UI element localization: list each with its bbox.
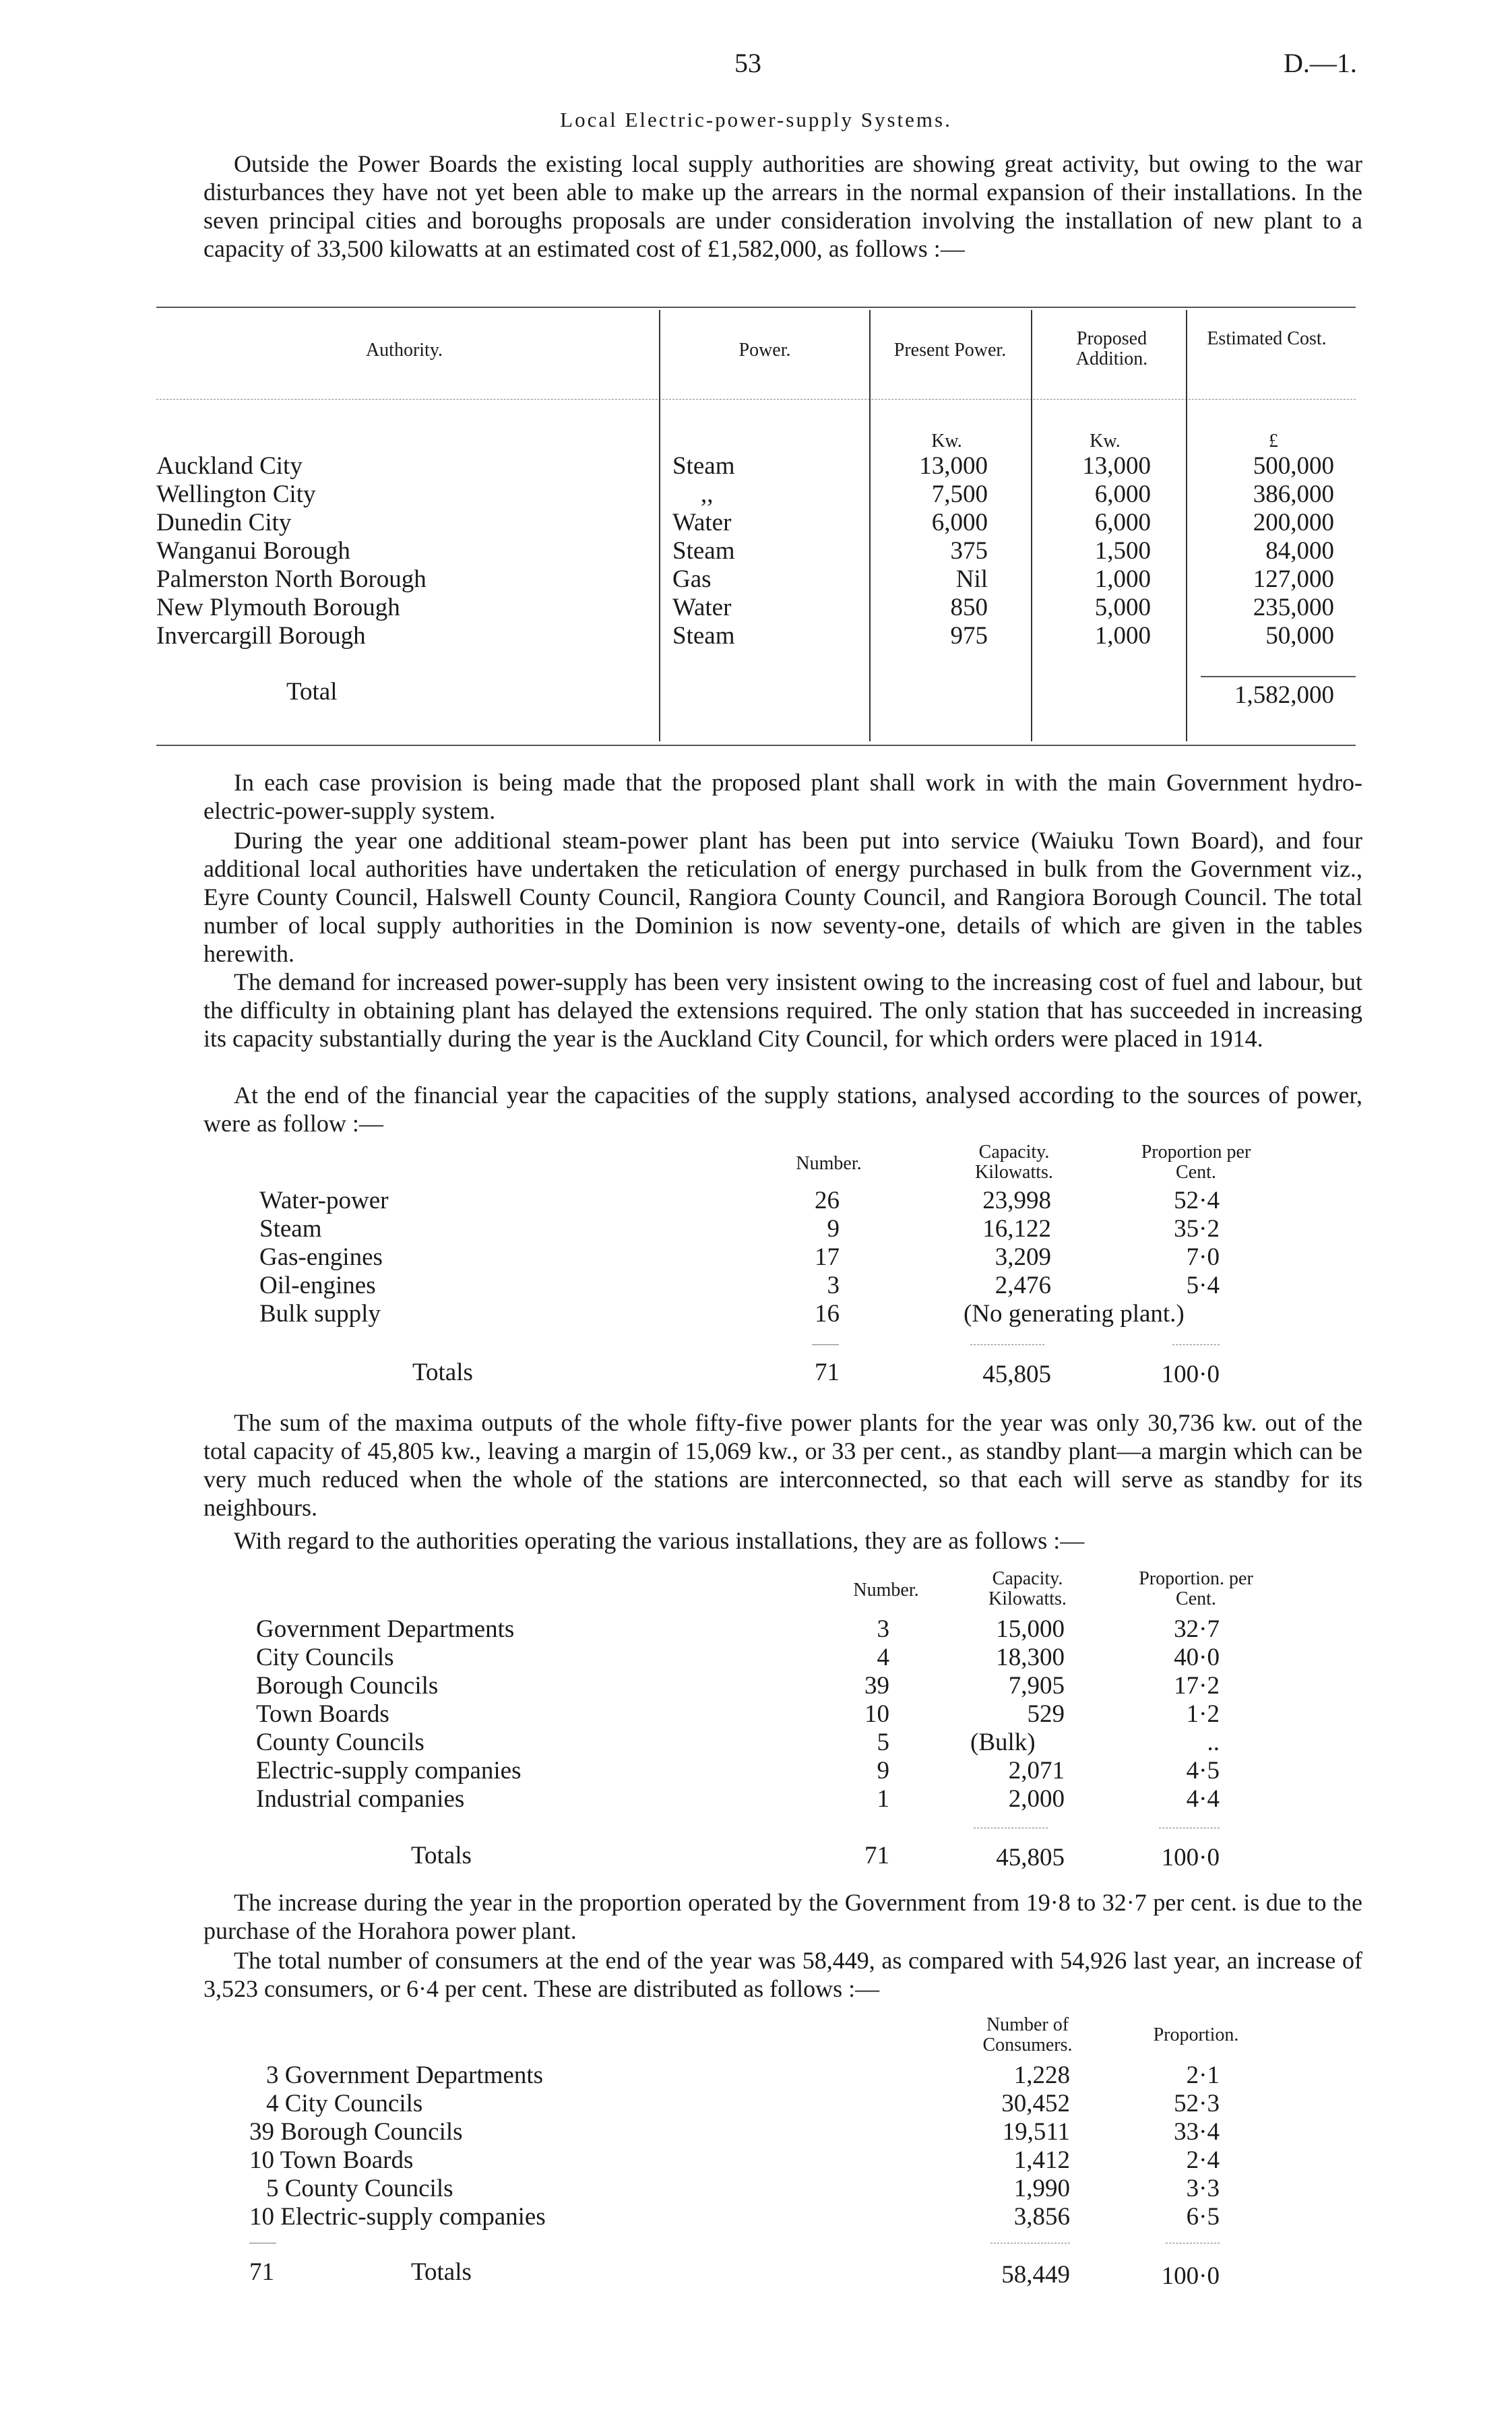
maxima-paragraph: The sum of the maxima outputs of the whole fifty-five power plants for the year was only 30,736 kw. out of the total capacity of 45,805 kw., leaving a margin of 15,069 kw., or 33 per cent., as standby plant—a margin which can be very much reduced when the whole of the stations are interconnected, so that each will serve as standby for its neighbours. <box>203 1409 1362 1521</box>
header-consumers: Number of Consumers. <box>982 2014 1073 2055</box>
authority-name: Palmerston North Borough <box>156 565 427 593</box>
unit-present: Kw. <box>931 431 962 452</box>
source-label: Water-power <box>259 1187 389 1214</box>
authority-name: New Plymouth Borough <box>156 594 400 621</box>
header-proportion: Proportion. per Cent. <box>1139 1568 1253 1609</box>
total-proportion: 100·0 <box>1161 1844 1220 1871</box>
authority-name: Invercargill Borough <box>156 622 366 650</box>
consumer-group-label: 39 Borough Councils <box>249 2118 463 2146</box>
header-estimated-cost: Estimated Cost. <box>1207 328 1327 349</box>
header-authority: Authority. <box>365 340 443 361</box>
authority-type-number: 3 <box>877 1615 889 1643</box>
total-number: 71 <box>815 1359 840 1386</box>
consumer-group-label: 5 County Councils <box>266 2175 453 2202</box>
authority-type-capacity: 2,000 <box>1008 1785 1065 1813</box>
consumer-count: 30,452 <box>1001 2090 1070 2117</box>
authority-type-number: 39 <box>864 1672 889 1700</box>
power-type: Water <box>672 509 732 536</box>
power-type: ,, <box>701 480 714 508</box>
authority-name: Wanganui Borough <box>156 537 350 565</box>
authority-type-proportion: .. <box>1207 1729 1220 1756</box>
authority-type-capacity: (Bulk) <box>970 1729 1036 1756</box>
present-power: 850 <box>950 594 988 621</box>
estimated-cost: 127,000 <box>1253 565 1334 593</box>
header-capacity: Capacity. Kilowatts. <box>988 1568 1067 1609</box>
header-proposed-addition: Proposed Addition. <box>1075 328 1148 369</box>
power-type: Steam <box>672 537 735 565</box>
source-proportion: 5·4 <box>1186 1272 1220 1299</box>
unit-cost: £ <box>1269 431 1278 452</box>
proposed-addition: 6,000 <box>1094 480 1151 508</box>
authority-type-proportion: 4·4 <box>1186 1785 1220 1813</box>
total-proportion: 100·0 <box>1161 2262 1220 2290</box>
authority-type-label: Borough Councils <box>256 1672 439 1700</box>
present-power: 7,500 <box>931 480 988 508</box>
authority-type-proportion: 4·5 <box>1186 1757 1220 1785</box>
header-proportion: Proportion. <box>1153 2024 1239 2045</box>
header-proportion: Proportion per Cent. <box>1141 1142 1251 1183</box>
proposed-addition: 13,000 <box>1082 452 1151 480</box>
total-rule <box>1172 1344 1220 1345</box>
total-capacity: 45,805 <box>982 1361 1051 1388</box>
source-capacity: (No generating plant.) <box>964 1300 1185 1328</box>
capacities-intro-paragraph: At the end of the financial year the capacities of the supply stations, analysed according to the sources of power, were as follow :— <box>203 1082 1362 1137</box>
total-label: Totals <box>411 1842 472 1869</box>
authority-type-number: 1 <box>877 1785 889 1813</box>
estimated-cost: 200,000 <box>1253 509 1334 536</box>
authority-type-label: Government Departments <box>256 1615 515 1643</box>
total-capacity: 45,805 <box>996 1844 1065 1871</box>
authority-type-label: County Councils <box>256 1729 424 1756</box>
table-rule <box>156 745 1356 746</box>
consumer-count: 19,511 <box>1002 2118 1070 2146</box>
consumer-count: 3,856 <box>1013 2203 1070 2231</box>
source-proportion: 35·2 <box>1174 1215 1220 1243</box>
proposed-addition: 6,000 <box>1094 509 1151 536</box>
year-paragraph: During the year one additional steam-power plant has been put into service (Waiuku Town Board), and four additional local authorities have undertaken the reticulation of energy purchased in bulk from the Government viz., Eyre County Council, Halswell County Council, Rangiora County Council, and Rangiora Borough Council. The total number of local supply authorities in the Dominion is now seventy-one, details of which are given in the tables herewith. <box>203 827 1362 967</box>
source-number: 16 <box>815 1300 840 1328</box>
source-capacity: 23,998 <box>982 1187 1051 1214</box>
total-proportion: 100·0 <box>1161 1361 1220 1388</box>
power-type: Gas <box>672 565 712 593</box>
authority-type-number: 9 <box>877 1757 889 1785</box>
header-power: Power. <box>738 340 791 361</box>
proposed-addition: 1,000 <box>1094 622 1151 650</box>
table-rule <box>156 399 1356 400</box>
total-cost: 1,582,000 <box>1234 681 1334 709</box>
authority-type-proportion: 1·2 <box>1186 1700 1220 1728</box>
header-present-power: Present Power. <box>893 340 1007 361</box>
present-power: 975 <box>950 622 988 650</box>
column-divider <box>659 310 660 741</box>
total-label: Total <box>286 678 338 706</box>
authority-type-number: 10 <box>864 1700 889 1728</box>
authority-type-proportion: 40·0 <box>1174 1644 1220 1671</box>
consumer-group-label: 10 Town Boards <box>249 2146 414 2174</box>
horahora-paragraph: The increase during the year in the proportion operated by the Government from 19·8 to 32·7 per cent. is due to the purchase of the Horahora power plant. <box>203 1889 1362 1944</box>
total-rule <box>812 1344 839 1345</box>
authority-type-capacity: 7,905 <box>1008 1672 1065 1700</box>
consumer-proportion: 52·3 <box>1174 2090 1220 2117</box>
total-label: Totals <box>412 1359 473 1386</box>
consumer-proportion: 2·1 <box>1186 2061 1220 2089</box>
total-count: 71 <box>249 2258 274 2286</box>
estimated-cost: 50,000 <box>1265 622 1334 650</box>
present-power: 375 <box>950 537 988 565</box>
source-label: Bulk supply <box>259 1300 381 1328</box>
source-capacity: 16,122 <box>982 1215 1051 1243</box>
authority-name: Auckland City <box>156 452 303 480</box>
consumer-count: 1,228 <box>1013 2061 1070 2089</box>
present-power: 13,000 <box>919 452 988 480</box>
authority-type-number: 5 <box>877 1729 889 1756</box>
total-number: 71 <box>864 1842 889 1869</box>
source-number: 26 <box>815 1187 840 1214</box>
authority-type-proportion: 17·2 <box>1174 1672 1220 1700</box>
provision-paragraph: In each case provision is being made that the proposed plant shall work in with the main Government hydro-electric-power-supply system. <box>203 769 1362 824</box>
estimated-cost: 235,000 <box>1253 594 1334 621</box>
consumer-count: 1,990 <box>1013 2175 1070 2202</box>
source-number: 17 <box>815 1243 840 1271</box>
authority-type-capacity: 18,300 <box>996 1644 1065 1671</box>
doc-reference: D.—1. <box>1284 48 1357 78</box>
consumer-group-label: 3 Government Departments <box>266 2061 543 2089</box>
authority-type-label: Electric-supply companies <box>256 1757 522 1785</box>
authority-type-number: 4 <box>877 1644 889 1671</box>
proposed-addition: 5,000 <box>1094 594 1151 621</box>
authority-type-capacity: 15,000 <box>996 1615 1065 1643</box>
authority-name: Dunedin City <box>156 509 292 536</box>
authority-type-capacity: 529 <box>1027 1700 1065 1728</box>
authority-type-label: Town Boards <box>256 1700 389 1728</box>
source-label: Gas-engines <box>259 1243 383 1271</box>
present-power: 6,000 <box>931 509 988 536</box>
intro-paragraph: Outside the Power Boards the existing local supply authorities are showing great activity, but owing to the war disturbances they have not yet been able to make up the arrears in the normal expansion of their installations. In the seven principal cities and boroughs proposals are under consideration involving the installation of new plant to a capacity of 33,500 kilowatts at an estimated cost of £1,582,000, as follows :— <box>203 150 1362 262</box>
source-capacity: 2,476 <box>995 1272 1051 1299</box>
consumer-group-label: 10 Electric-supply companies <box>249 2203 546 2231</box>
source-proportion: 52·4 <box>1174 1187 1220 1214</box>
consumer-group-label: 4 City Councils <box>266 2090 423 2117</box>
page-number: 53 <box>734 48 761 78</box>
total-consumers: 58,449 <box>1001 2261 1070 2289</box>
present-power: Nil <box>955 565 988 593</box>
authority-type-label: City Councils <box>256 1644 394 1671</box>
authority-name: Wellington City <box>156 480 316 508</box>
proposed-addition: 1,500 <box>1094 537 1151 565</box>
authority-type-proportion: 32·7 <box>1174 1615 1220 1643</box>
estimated-cost: 84,000 <box>1265 537 1334 565</box>
source-label: Steam <box>259 1215 322 1243</box>
header-capacity: Capacity. Kilowatts. <box>975 1142 1053 1183</box>
power-type: Steam <box>672 452 735 480</box>
estimated-cost: 500,000 <box>1253 452 1334 480</box>
authority-type-capacity: 2,071 <box>1008 1757 1065 1785</box>
authorities-intro-paragraph: With regard to the authorities operating the various installations, they are as follows :— <box>234 1527 1085 1554</box>
source-label: Oil-engines <box>259 1272 376 1299</box>
consumer-proportion: 33·4 <box>1174 2118 1220 2146</box>
estimated-cost: 386,000 <box>1253 480 1334 508</box>
header-number: Number. <box>796 1153 862 1174</box>
authority-type-label: Industrial companies <box>256 1785 465 1813</box>
source-number: 9 <box>827 1215 840 1243</box>
total-label: Totals <box>411 2258 472 2286</box>
consumers-paragraph: The total number of consumers at the end of the year was 58,449, as compared with 54,926 last year, an increase of 3,523 consumers, or 6·4 per cent. These are distributed as follows :— <box>203 1947 1362 2002</box>
total-rule <box>970 1344 1044 1345</box>
table-rule <box>156 307 1356 308</box>
unit-proposed: Kw. <box>1090 431 1121 452</box>
consumer-proportion: 6·5 <box>1186 2203 1220 2231</box>
header-number: Number. <box>853 1580 919 1601</box>
proposed-addition: 1,000 <box>1094 565 1151 593</box>
table-rule <box>1201 676 1356 677</box>
consumer-count: 1,412 <box>1013 2146 1070 2174</box>
consumer-proportion: 3·3 <box>1186 2175 1220 2202</box>
section-title: Local Electric-power-supply Systems. <box>560 108 952 131</box>
source-proportion: 7·0 <box>1186 1243 1220 1271</box>
power-type: Water <box>672 594 732 621</box>
power-type: Steam <box>672 622 735 650</box>
source-number: 3 <box>827 1272 840 1299</box>
source-capacity: 3,209 <box>995 1243 1051 1271</box>
consumer-proportion: 2·4 <box>1186 2146 1220 2174</box>
demand-paragraph: The demand for increased power-supply has been very insistent owing to the increasing cost of fuel and labour, but the difficulty in obtaining plant has delayed the extensions required. The only station that has succeeded in increasing its capacity substantially during the year is the Auckland City Council, for which orders were placed in 1914. <box>203 968 1362 1052</box>
